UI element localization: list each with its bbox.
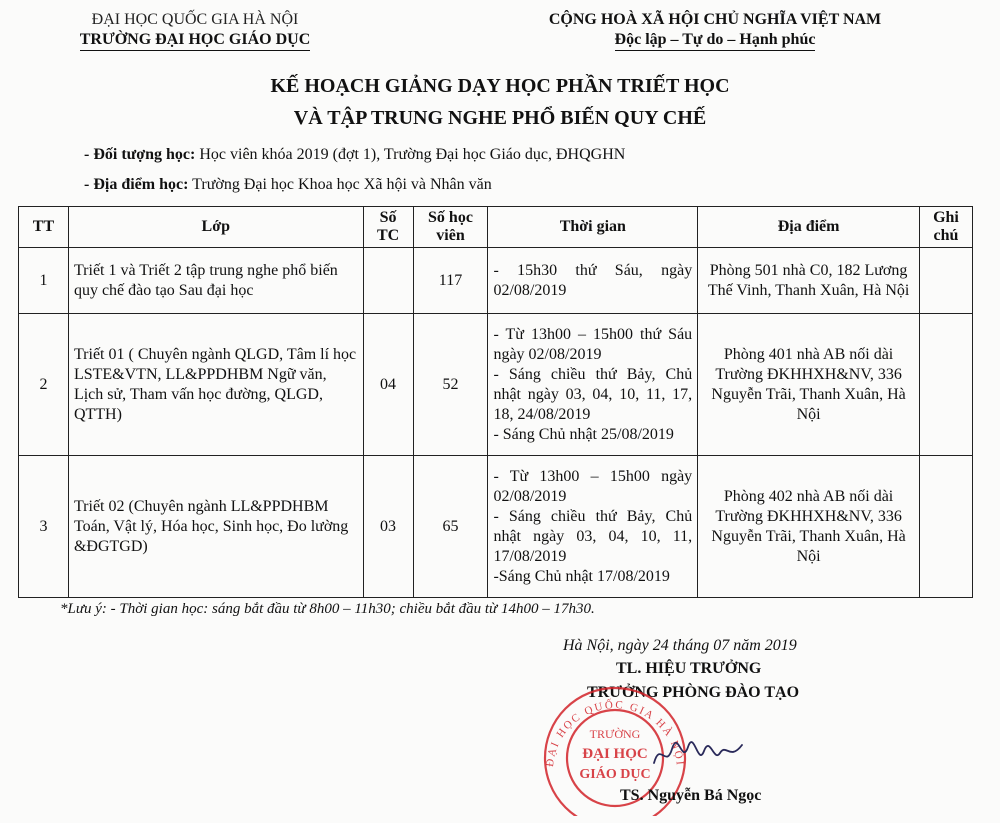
row-note [919, 248, 972, 314]
footnote: *Lưu ý: - Thời gian học: sáng bắt đầu từ 8h00 – 11h30; chiều bắt đầu từ 14h00 – 17h30. [60, 601, 595, 617]
target-value: Học viên khóa 2019 (đợt 1), Trường Đại học Giáo dục, ĐHQGHN [195, 146, 626, 163]
time-item: - Từ 13h00 – 15h00 thứ Sáu ngày 02/08/2019 [493, 325, 693, 363]
row-time [488, 248, 698, 314]
national-motto-block [515, 10, 915, 51]
issuer-name: TRƯỜNG ĐẠI HỌC GIÁO DỤC [80, 30, 311, 51]
time-item: - Sáng chiều thứ Bảy, Chủ nhật ngày 03, 04, 10, 11, 17, 18, 24/08/2019 [493, 365, 693, 423]
col-header-ghi-chu: Ghi chú [919, 207, 972, 248]
row-location: Phòng 501 nhà C0, 182 Lương Thế Vinh, Thanh Xuân, Hà Nội [698, 248, 920, 314]
signer-title: TRƯỞNG PHÒNG ĐÀO TẠO [587, 684, 800, 701]
time-item: - Sáng Chủ nhật 25/08/2019 [493, 425, 674, 443]
col-header-so-hoc-vien: Số học viên [413, 207, 488, 248]
issue-date: Hà Nội, ngày 24 tháng 07 năm 2019 [563, 637, 797, 654]
seal-line2: ĐẠI HỌC [582, 746, 648, 762]
row-note [919, 456, 972, 598]
row-tt: 1 [19, 248, 69, 314]
time-item: -Sáng Chủ nhật 17/08/2019 [493, 567, 670, 585]
location-label: - Địa điểm học: [84, 176, 189, 193]
time-item: - Sáng chiều thứ Bảy, Chủ nhật ngày 03, 04, 10, 11, 17/08/2019 [493, 507, 693, 565]
row-class: Triết 01 ( Chuyên ngành QLGD, Tâm lí học LSTE&VTN, LL&PPDHBM Ngữ văn, Lịch sử, Tham vấn học đường, QLGD, QTTH) [68, 314, 363, 456]
location-value: Trường Đại học Khoa học Xã hội và Nhân văn [188, 176, 492, 193]
row-credits [363, 248, 413, 314]
row-location: Phòng 402 nhà AB nối dài Trường ĐKHHXH&NV, 336 Nguyễn Trãi, Thanh Xuân, Hà Nội [698, 456, 920, 598]
national-motto: Độc lập – Tự do – Hạnh phúc [615, 30, 816, 51]
seal-line1: TRƯỜNG [589, 727, 641, 741]
row-class: Triết 02 (Chuyên ngành LL&PPDHBM Toán, Vật lý, Hóa học, Sinh học, Đo lường &ĐGTGD) [68, 456, 363, 598]
col-header-tt: TT [19, 207, 69, 248]
col-header-dia-diem: Địa điểm [698, 207, 920, 248]
document-title-line2: VÀ TẬP TRUNG NGHE PHỔ BIẾN QUY CHẾ [293, 107, 707, 129]
table-row [19, 248, 973, 314]
target-learners [84, 146, 625, 164]
row-students: 52 [413, 314, 488, 456]
seal-ring-text: ĐẠI HỌC QUỐC GIA HÀ NỘI [543, 699, 686, 768]
row-time [488, 314, 698, 456]
table-row [19, 314, 973, 456]
issuer-block [60, 10, 330, 51]
table-row [19, 456, 973, 598]
col-header-lop: Lớp [68, 207, 363, 248]
time-item: - 15h30 thứ Sáu, ngày 02/08/2019 [493, 261, 693, 299]
row-students: 117 [413, 248, 488, 314]
row-class: Triết 1 và Triết 2 tập trung nghe phổ biến quy chế đào tạo Sau đại học [68, 248, 363, 314]
national-title: CỘNG HOÀ XÃ HỘI CHỦ NGHĨA VIỆT NAM [548, 11, 882, 28]
target-label: - Đối tượng học: [84, 146, 196, 163]
row-credits: 04 [363, 314, 413, 456]
table-header-row [19, 207, 973, 248]
row-tt: 3 [19, 456, 69, 598]
row-note [919, 314, 972, 456]
row-location: Phòng 401 nhà AB nối dài Trường ĐKHHXH&NV, 336 Nguyễn Trãi, Thanh Xuân, Hà Nội [698, 314, 920, 456]
document-title-line1: KẾ HOẠCH GIẢNG DẠY HỌC PHẦN TRIẾT HỌC [270, 75, 730, 97]
issuer-parent: ĐẠI HỌC QUỐC GIA HÀ NỘI [91, 11, 299, 28]
signer-name: TS. Nguyễn Bá Ngọc [620, 787, 762, 804]
row-time [488, 456, 698, 598]
time-item: - Từ 13h00 – 15h00 ngày 02/08/2019 [493, 467, 693, 505]
row-credits: 03 [363, 456, 413, 598]
col-header-so-tc: Số TC [363, 207, 413, 248]
row-tt: 2 [19, 314, 69, 456]
col-header-thoi-gian: Thời gian [488, 207, 698, 248]
study-location [84, 176, 492, 194]
row-students: 65 [413, 456, 488, 598]
signer-authority: TL. HIỆU TRƯỞNG [616, 660, 762, 677]
schedule-table [18, 206, 973, 598]
handwritten-signature [650, 735, 750, 775]
seal-line3: GIÁO DỤC [579, 767, 651, 782]
